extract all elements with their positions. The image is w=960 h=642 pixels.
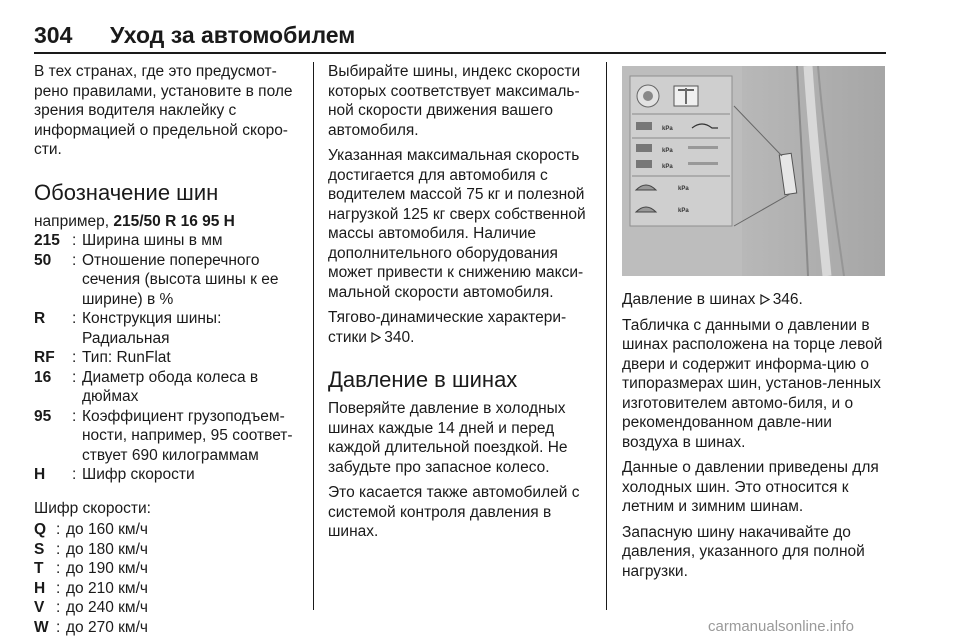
list-item: 50 : Отношение поперечного сечения (высота шины к ее ширине) в % — [34, 251, 300, 310]
paragraph-label-location: Табличка с данными о давлении в шинах расположена на торце левой двери и содержит информа-цию о типоразмерах шин, установ-ленных изготовителем автомо-биля, и о рекомендованном давле-нии воздуха в шинах. — [622, 316, 883, 451]
tire-pressure-label-illustration — [622, 66, 885, 276]
tire-pressure-heading: Давление в шинах — [328, 367, 518, 392]
svg-text:kPa: kPa — [662, 126, 673, 132]
code-key: W — [34, 618, 49, 636]
column-middle — [328, 62, 594, 548]
code-desc: Ширина шины в мм — [82, 232, 223, 249]
illustration-svg — [622, 66, 885, 276]
column-divider — [606, 62, 607, 610]
code-key: T — [34, 560, 44, 577]
code-desc: до 160 км/ч — [66, 521, 148, 538]
code-key: 215 — [34, 232, 60, 249]
column-left — [34, 62, 300, 637]
list-item: 215 : Ширина шины в мм — [34, 231, 300, 251]
performance-ref-text: Тягово-динамические характери-стики — [328, 309, 567, 346]
code-desc: до 270 км/ч — [66, 618, 148, 636]
list-item: H : до 210 км/ч — [34, 579, 300, 599]
column-divider — [313, 62, 314, 610]
code-key: 95 — [34, 407, 52, 425]
paragraph-tpms: Это касается также автомобилей с системой контроля давления в шинах. — [328, 484, 580, 540]
paragraph-pressure-ref — [622, 290, 888, 310]
speed-code-heading: Шифр скорости: — [34, 499, 151, 517]
code-key: RF — [34, 349, 55, 366]
tire-code-list — [34, 231, 300, 485]
tire-designation-heading: Обозначение шин — [34, 179, 219, 205]
list-item: H : Шифр скорости — [34, 465, 300, 485]
code-desc: до 240 км/ч — [66, 599, 148, 616]
page-header — [34, 20, 886, 54]
paragraph-spare-tire: Запасную шину накачивайте до давления, указанного для полной нагрузки. — [622, 523, 865, 580]
paragraph-speed-index: Выбирайте шины, индекс скорости которых соответствует максималь-ной скорости движения вашего автомобиля. — [328, 63, 581, 139]
pressure-page-link[interactable]: 346. — [772, 291, 803, 308]
triangle-arrow-icon — [371, 332, 381, 343]
speed-code-list — [34, 520, 300, 637]
paragraph-performance-ref — [328, 308, 594, 347]
list-item: Q : до 160 км/ч — [34, 520, 300, 540]
page-number: 304 — [34, 22, 73, 48]
watermark: carmanualsonline.info — [708, 618, 854, 635]
list-item: T : до 190 км/ч — [34, 559, 300, 579]
code-key: 16 — [34, 368, 52, 386]
list-item: 95 : Коэффициент грузоподъем-ности, например, 95 соответ-ствует 690 килограммам — [34, 407, 300, 466]
code-desc: Шифр скорости — [82, 466, 195, 483]
paragraph-max-speed: Указанная максимальная скорость достигается для автомобиля с водителем массой 75 кг и полезной нагрузкой 125 кг сверх собственной массы автомобиля. Наличие дополнительного оборудования может привести к снижению макси-мальной скорости автомобиля. — [328, 147, 586, 301]
code-key: S — [34, 540, 45, 558]
code-key: H — [34, 579, 46, 597]
page-title: Уход за автомобилем — [110, 22, 356, 48]
svg-text:kPa: kPa — [678, 186, 689, 192]
paragraph-check-pressure: Поверяйте давление в холодных шинах каждые 14 дней и перед каждой длительной поездкой. Не забудьте про запасное колесо. — [328, 400, 568, 476]
code-desc: до 210 км/ч — [66, 579, 148, 597]
column-right — [622, 290, 888, 587]
code-desc: Конструкция шины: Радиальная — [82, 310, 222, 347]
svg-text:kPa: kPa — [678, 208, 689, 214]
performance-page-link[interactable]: 340. — [384, 328, 415, 346]
paragraph-cold-tires: Данные о давлении приведены для холодных шин. Это относится к летним и зимним шинам. — [622, 459, 879, 515]
list-item: RF : Тип: RunFlat — [34, 348, 300, 368]
example-code: 215/50 R 16 95 H — [113, 212, 235, 230]
svg-text:kPa: kPa — [662, 164, 673, 170]
code-key: 50 — [34, 251, 52, 269]
code-key: Q — [34, 521, 47, 538]
triangle-arrow-icon — [760, 294, 770, 305]
list-item: V : до 240 км/ч — [34, 598, 300, 618]
code-desc: Диаметр обода колеса в дюймах — [82, 368, 259, 405]
svg-text:kPa: kPa — [662, 148, 673, 154]
pressure-ref-text: Давление в шинах — [622, 291, 760, 308]
code-key: H — [34, 466, 46, 483]
tire-example — [34, 212, 300, 232]
list-item: W : до 270 км/ч — [34, 618, 300, 638]
list-item: 16 : Диаметр обода колеса в дюймах — [34, 368, 300, 407]
list-item: S : до 180 км/ч — [34, 540, 300, 560]
code-desc: до 180 км/ч — [66, 540, 148, 558]
code-desc: Тип: RunFlat — [82, 349, 171, 366]
example-prefix: например, — [34, 212, 114, 230]
list-item: R : Конструкция шины: Радиальная — [34, 309, 300, 348]
code-key: R — [34, 310, 46, 327]
code-desc: Отношение поперечного сечения (высота шины к ее ширине) в % — [82, 251, 279, 308]
code-desc: Коэффициент грузоподъем-ности, например, 95 соответ-ствует 690 килограммам — [82, 407, 293, 464]
code-key: V — [34, 599, 45, 616]
intro-paragraph: В тех странах, где это предусмот-рено правилами, установите в поле зрения водителя наклейку с информацией о предельной скоро-сти. — [34, 63, 293, 158]
header-divider — [34, 52, 886, 54]
code-desc: до 190 км/ч — [66, 560, 148, 577]
